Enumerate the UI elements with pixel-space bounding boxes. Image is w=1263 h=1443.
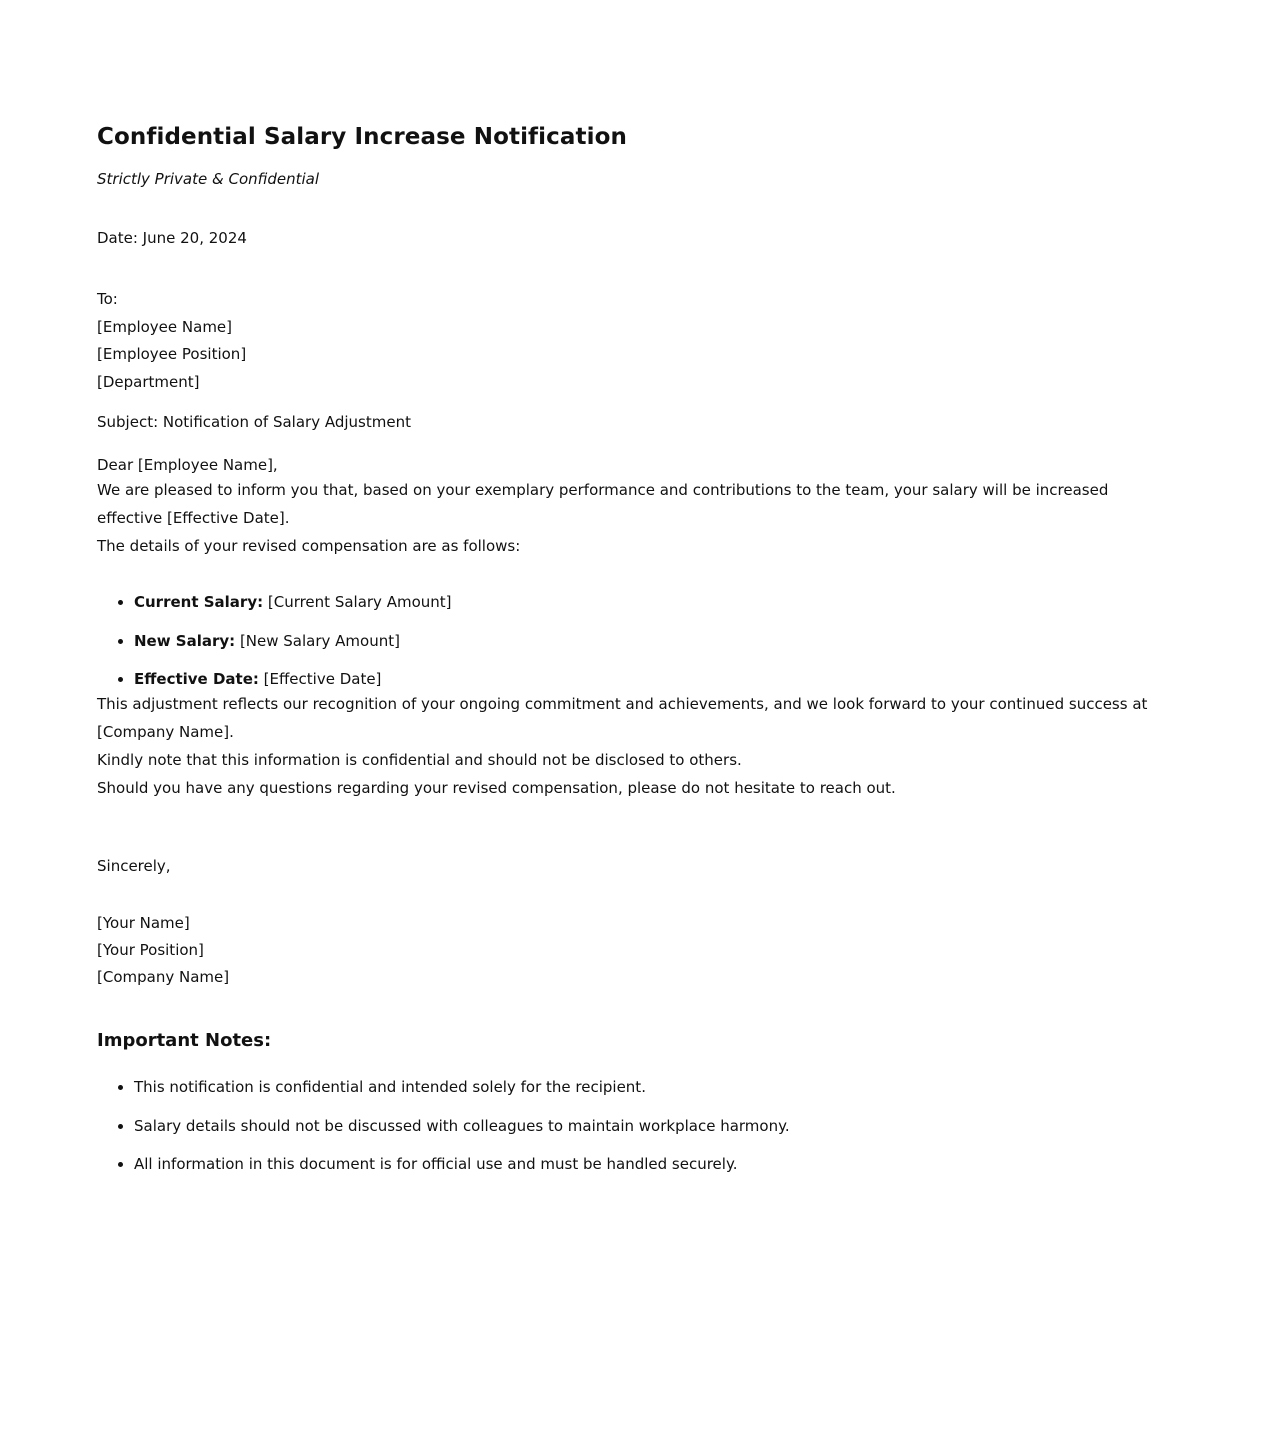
paragraph-intro: We are pleased to inform you that, based on your exemplary performance and contributions to the team, your salary will be increased effective [Effective Date]. [97, 481, 1109, 527]
recipient-name: [Employee Name] [97, 317, 233, 336]
detail-item-new-salary [134, 630, 1172, 652]
detail-value: [New Salary Amount] [235, 631, 400, 650]
recipient-to-label: To: [97, 290, 118, 308]
signature-name: [Your Name] [97, 914, 190, 932]
letter-closing: Sincerely, [97, 857, 171, 875]
note-item: • Salary details should not be discussed with colleagues to maintain workplace harmony. [134, 1115, 1172, 1137]
letter-date: Date: June 20, 2024 [97, 229, 247, 247]
note-item: • This notification is confidential and intended solely for the recipient. [134, 1076, 1172, 1098]
signature-company: [Company Name] [97, 968, 230, 986]
document-title: Confidential Salary Increase Notification [97, 124, 627, 150]
important-notes-heading: Important Notes: [97, 1030, 272, 1051]
paragraph-recognition: This adjustment reflects our recognition of your ongoing commitment and achievements, and we look forward to your continued success at [Company Name]. [97, 695, 1148, 741]
note-item: • All information in this document is for official use and must be handled securely. [134, 1153, 1172, 1175]
detail-value: [Effective Date] [258, 670, 382, 688]
detail-item-current-salary [134, 591, 1172, 613]
detail-label: Current Salary: [134, 593, 264, 611]
paragraph-details-intro: The details of your revised compensation are as follows: [97, 537, 521, 555]
detail-item-effective-date [134, 668, 1172, 690]
recipient-position: [Employee Position] [97, 345, 247, 363]
detail-label: New Salary: [134, 631, 236, 650]
important-notes-list [97, 1076, 1172, 1175]
recipient-block [97, 286, 1172, 396]
signature-block [97, 910, 1172, 991]
letter-salutation: Dear [Employee Name], [97, 456, 278, 474]
letter-body [97, 120, 1172, 1175]
compensation-details-list [97, 591, 1172, 690]
confidential-subtitle: Strictly Private & Confidential [97, 170, 319, 188]
letter-subject: Subject: Notification of Salary Adjustment [97, 413, 411, 431]
recipient-department: [Department] [97, 372, 200, 391]
detail-label: Effective Date: [134, 670, 259, 688]
paragraph-questions: Should you have any questions regarding your revised compensation, please do not hesitate to reach out. [97, 779, 896, 797]
paragraph-confidentiality: Kindly note that this information is confidential and should not be disclosed to others. [97, 751, 742, 769]
signature-position: [Your Position] [97, 941, 204, 959]
detail-value: [Current Salary Amount] [263, 593, 452, 611]
